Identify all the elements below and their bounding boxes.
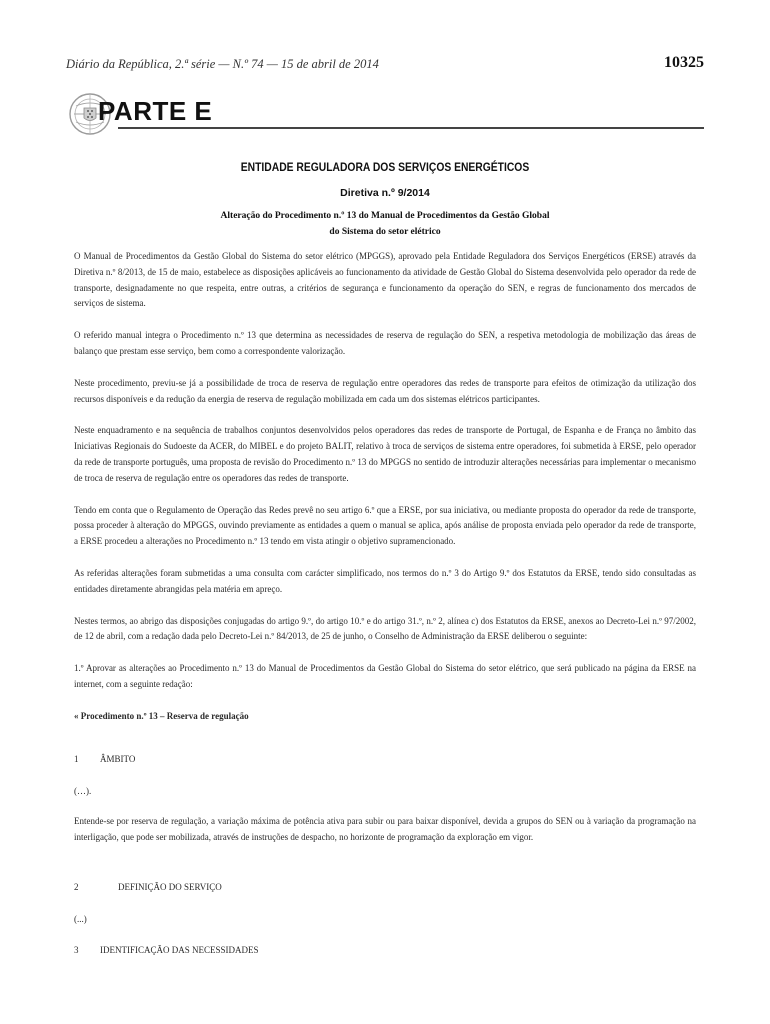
section-number: 1 <box>74 754 79 764</box>
directive-subtitle-line1: Alteração do Procedimento n.º 13 do Manual de Procedimentos da Gestão Global <box>220 211 550 221</box>
paragraph: Tendo em conta que o Regulamento de Operação das Redes prevê no seu artigo 6.º que a ERSE, por sua iniciativa, ou mediante proposta do operador da rede de transporte, possa proceder à alteração do MPGGS, ouvindo previamente as entidades a quem o manual se aplica, após análise de proposta enviada pelo operador da rede de transporte, a ERSE procedeu a alterações no Procedimento n.º 13 tendo em vista atingir o objetivo supramencionado. <box>74 504 696 547</box>
journal-reference: Diário da República, 2.ª série — N.º 74 — 15 de abril de 2014 <box>66 57 379 71</box>
section-number: 3 <box>74 945 79 955</box>
entity-heading: ENTIDADE REGULADORA DOS SERVIÇOS ENERGÉTICOS <box>240 160 530 174</box>
directive-body <box>74 249 696 725</box>
paragraph: O Manual de Procedimentos da Gestão Global do Sistema do setor elétrico (MPGGS), aprovado pela Entidade Reguladora dos Serviços Energéticos (ERSE) através da Diretiva n.º 8/2013, de 15 de maio, estabelece as disposições aplicáveis ao funcionamento da atividade de Gestão Global do Sistema desenvolvida pelo operador da rede de transporte, designadamente no que respeita, entre outras, a critérios de segurança e funcionamento da operação do SEN, e regras de funcionamento dos mercados de serviços de sistema. <box>74 251 696 309</box>
page-header <box>66 54 704 77</box>
paragraph: 1.º Aprovar as alterações ao Procedimento n.º 13 do Manual de Procedimentos da Gestão Global do Sistema do setor elétrico, que será publicado na página da ERSE na internet, com a seguinte redação: <box>74 663 696 689</box>
section-title: DEFINIÇÃO DO SERVIÇO <box>118 882 222 892</box>
directive-number: Diretiva n.º 9/2014 <box>340 187 430 199</box>
page-number: 10325 <box>664 54 704 71</box>
paragraph: O referido manual integra o Procedimento n.º 13 que determina as necessidades de reserva de regulação do SEN, a respetiva metodologia de mobilização das áreas de balanço que prestam esse serviço, bem como a correspondente valorização. <box>74 330 696 356</box>
part-title-rule <box>118 127 704 129</box>
definition-block <box>74 814 696 846</box>
part-title: PARTE E <box>98 96 213 126</box>
section-number: 2 <box>74 882 79 892</box>
paragraph: As referidas alterações foram submetidas a uma consulta com carácter simplificado, nos termos do n.º 3 do Artigo 9.º dos Estatutos da ERSE, tendo sido consultadas as entidades diretamente abrangidas pela matéria em apreço. <box>74 567 696 594</box>
paragraph: Neste enquadramento e na sequência de trabalhos conjuntos desenvolvidos pelos operadores das redes de transporte de Portugal, de Espanha e de França no âmbito das Iniciativas Regionais do Sudoeste da ACER, do MIBEL e do projeto BALIT, relativo à troca de serviços de sistema entre operadores, foi submetida à ERSE, pelo operador da rede de transporte português, uma proposta de revisão do Procedimento n.º 13 do MPGGS no sentido de introduzir alterações necessárias para implementar o mecanismo de troca de reserva de regulação entre os operadores das redes de transporte. <box>74 425 696 483</box>
paragraph: Neste procedimento, previu-se já a possibilidade de troca de reserva de regulação entre operadores das redes de transporte para efeitos de otimização da utilização dos recursos disponíveis e da redução da energia de reserva de regulação mobilizada em cada um dos sistemas elétricos participantes. <box>74 377 696 404</box>
section-title: ÂMBITO <box>100 754 136 764</box>
paragraph: Nestes termos, ao abrigo das disposições conjugadas do artigo 9.º, do artigo 10.º e do artigo 31.º, n.º 2, alínea c) dos Estatutos da ERSE, anexos ao Decreto-Lei n.º 97/2002, de 12 de abril, com a redação dada pelo Decreto-Lei n.º 84/2013, de 25 de junho, o Conselho de Administração da ERSE deliberou o seguinte: <box>74 615 696 642</box>
section-title: IDENTIFICAÇÃO DAS NECESSIDADES <box>100 945 259 955</box>
paragraph: Entende-se por reserva de regulação, a variação máxima de potência ativa para subir ou para baixar disponível, devida a grupos do SEN ou à variação da programação na interligação, que pode ser mobilizada, através de instruções de despacho, no horizonte de programação da exploração em vigor. <box>74 816 696 842</box>
procedure-heading: « Procedimento n.º 13 – Reserva de regulação <box>74 710 249 721</box>
directive-subtitle-line2: do Sistema do setor elétrico <box>329 227 441 237</box>
